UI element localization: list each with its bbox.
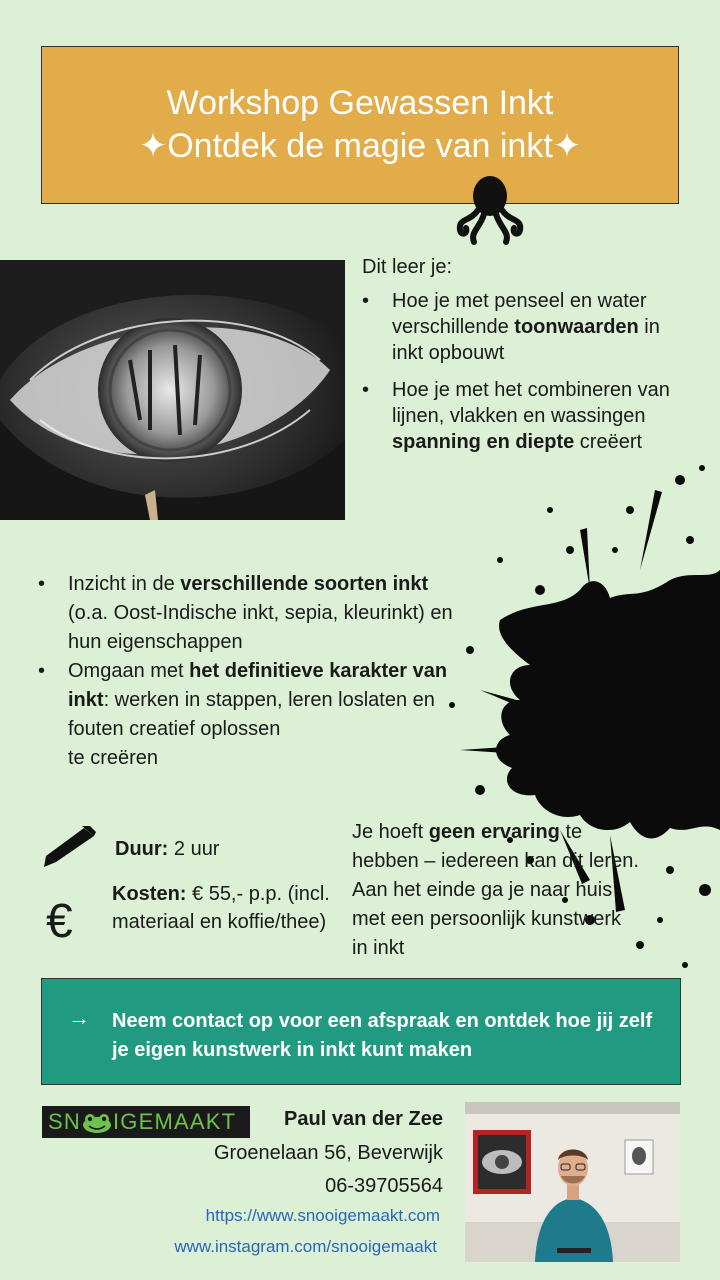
- frog-logo-icon: [82, 1113, 112, 1133]
- list-item: • Inzicht in de verschillende soorten inkt (o.a. Oost-Indische inkt, sepia, kleurinkt) en hun eigenschappen: [38, 570, 470, 657]
- contact-cta-banner[interactable]: [41, 978, 681, 1085]
- cost-text: Kosten: € 55,- p.p. (incl. materiaal en koffie/thee): [112, 883, 330, 933]
- eye-artwork-image: [0, 260, 345, 520]
- list-item: • Omgaan met het definitieve karakter van inkt: werken in stappen, leren loslaten en fouten creatief oplossen te creëren: [38, 657, 470, 773]
- experience-text: Je hoeft geen ervaring te hebben – iedereen kan dit leren. Aan het einde ga je naar huis met een persoonlijk kunstwerk in inkt: [352, 821, 639, 959]
- logo-text-end: IGEMAAKT: [112, 1109, 237, 1134]
- instagram-link[interactable]: www.instagram.com/snooigemaakt: [174, 1237, 437, 1256]
- duration-text: Duur: 2 uur: [115, 838, 220, 860]
- title-heading: Workshop Gewassen Inkt: [166, 84, 554, 122]
- contact-phone[interactable]: 06-39705564: [325, 1175, 443, 1197]
- pen-icon: [42, 826, 96, 868]
- artist-photo: [465, 1102, 680, 1262]
- list-item: • Hoe je met het combineren van lijnen, vlakken en wassingen spanning en diepte creëert: [362, 377, 692, 455]
- learn-heading: Dit leer je:: [362, 256, 453, 278]
- website-link[interactable]: https://www.snooigemaakt.com: [205, 1206, 440, 1225]
- title-subheading: ✦Ontdek de magie van inkt✦: [138, 127, 582, 165]
- euro-icon: €: [46, 895, 73, 948]
- arrow-right-icon: →: [68, 1005, 90, 1030]
- learn-list-2: [38, 570, 470, 773]
- title-banner: [41, 46, 679, 204]
- contact-name: Paul van der Zee: [284, 1108, 443, 1130]
- cta-text: Neem contact op voor een afspraak en ontdek hoe jij zelf je eigen kunstwerk in inkt kunt maken: [112, 1010, 653, 1061]
- learn-list: [362, 288, 692, 466]
- octopus-icon: [452, 172, 528, 246]
- list-item: • Hoe je met penseel en water verschillende toonwaarden in inkt opbouwt: [362, 288, 692, 366]
- brand-logo: [42, 1106, 250, 1138]
- logo-text-start: SN: [48, 1109, 81, 1134]
- contact-address: Groenelaan 56, Beverwijk: [213, 1142, 443, 1164]
